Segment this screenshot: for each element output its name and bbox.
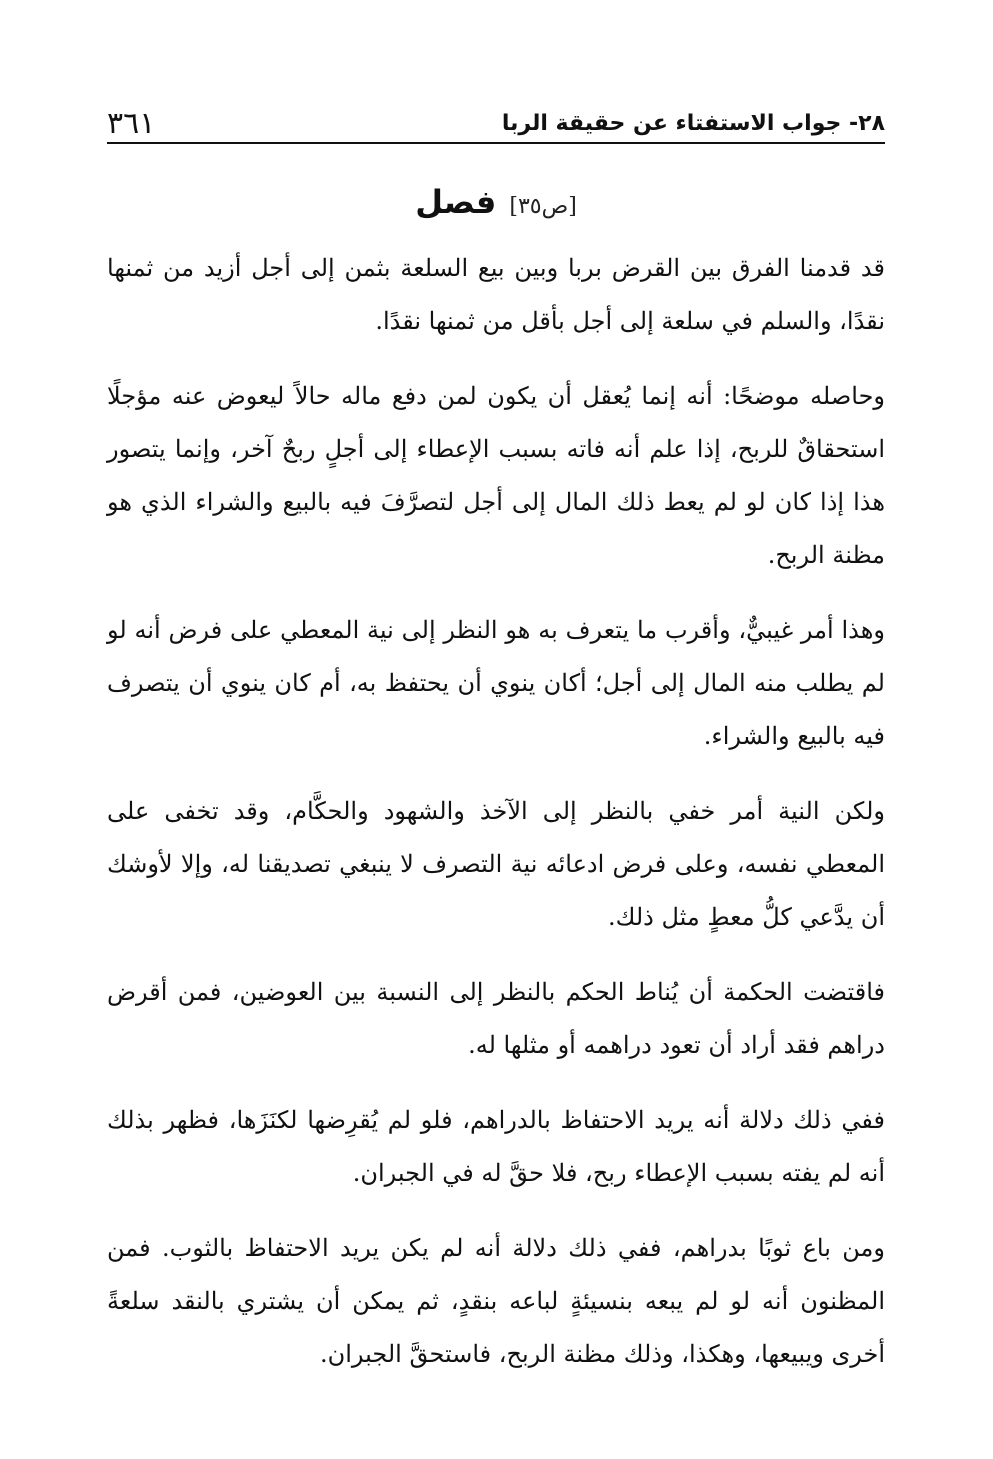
paragraph: ففي ذلك دلالة أنه يريد الاحتفاظ بالدراهم، فلو لم يُقرِضها لكنَزَها، فظهر بذلك أنه لم يفته بسبب الإعطاء ربح، فلا حقَّ له في الجبران.: [107, 1106, 885, 1187]
page-reference: [ص٣٥]: [509, 194, 577, 219]
page-number: ٣٦١: [107, 106, 156, 141]
paragraph: فاقتضت الحكمة أن يُناط الحكم بالنظر إلى النسبة بين العوضين، فمن أقرض دراهم فقد أراد أن تعود دراهمه أو مثلها له.: [107, 978, 885, 1059]
paragraph: ومن باع ثوبًا بدراهم، ففي ذلك دلالة أنه لم يكن يريد الاحتفاظ بالثوب. فمن المظنون أنه لو لم يبعه بنسيئةٍ لباعه بنقدٍ، ثم يمكن أن يشتري بالنقد سلعةً أخرى ويبيعها، وهكذا، وذلك مظنة الربح، فاستحقَّ الجبران.: [107, 1234, 886, 1368]
section-heading: [107, 180, 885, 224]
section-title: فصل: [415, 183, 497, 221]
paragraph: وحاصله موضحًا: أنه إنما يُعقل أن يكون لمن دفع ماله حالاً ليعوض عنه مؤجلًا استحقاقٌ للربح، إذا علم أنه فاته بسبب الإعطاء إلى أجلٍ ربحٌ آخر، وإنما يتصور هذا إذا كان لو لم يعط ذلك المال إلى أجل لتصرَّفَ فيه بالبيع والشراء الذي هو مظنة الربح.: [107, 382, 885, 569]
paragraph: قد قدمنا الفرق بين القرض بربا وبين بيع السلعة بثمن إلى أجل أزيد من ثمنها نقدًا، والسلم في سلعة إلى أجل بأقل من ثمنها نقدًا.: [107, 254, 885, 335]
paragraph: ولكن النية أمر خفي بالنظر إلى الآخذ والشهود والحكَّام، وقد تخفى على المعطي نفسه، وعلى فرض ادعائه نية التصرف لا ينبغي تصديقنا له، وإلا لأوشك أن يدَّعي كلُّ معطٍ مثل ذلك.: [107, 797, 885, 931]
body-text: [107, 242, 885, 1403]
running-header: [107, 102, 885, 144]
header-title: ٢٨- جواب الاستفتاء عن حقيقة الربا: [501, 111, 885, 136]
paragraph: وهذا أمر غيبيٌّ، وأقرب ما يتعرف به هو النظر إلى نية المعطي على فرض أنه لو لم يطلب منه المال إلى أجل؛ أكان ينوي أن يحتفظ به، أم كان ينوي أن يتصرف فيه بالبيع والشراء.: [107, 616, 885, 750]
